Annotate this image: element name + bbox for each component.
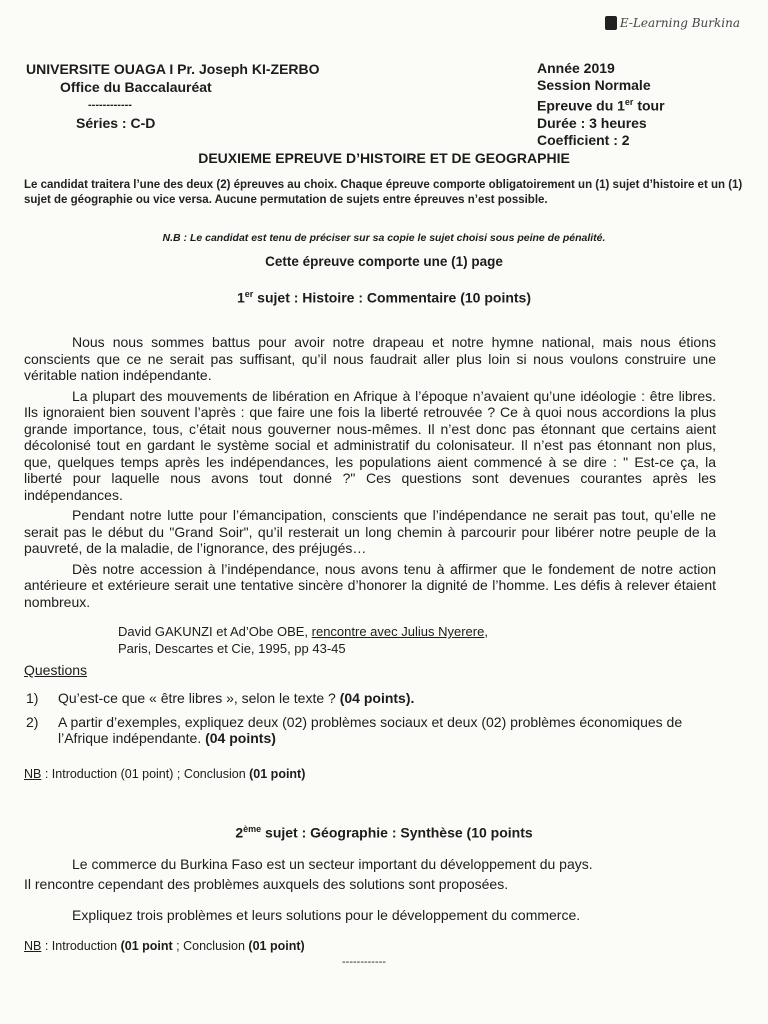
- subject2-heading: 2ème sujet : Géographie : Synthèse (10 points: [235, 824, 533, 841]
- university-name: UNIVERSITE OUAGA I Pr. Joseph KI-ZERBO: [26, 61, 320, 77]
- question-number: 2): [26, 714, 39, 730]
- series-label: Séries : C-D: [76, 115, 156, 131]
- question-points: (04 points): [205, 730, 276, 746]
- end-separator: ------------: [342, 956, 386, 968]
- question-text: Qu’est-ce que « être libres », selon le texte ? (04 points).: [58, 690, 415, 706]
- subject1-text: [24, 334, 716, 614]
- header-left: [26, 60, 320, 132]
- subject1-nb: NB : Introduction (01 point) ; Conclusion (01 point): [24, 767, 306, 781]
- question-number: 1): [26, 690, 39, 706]
- citation: [118, 623, 488, 657]
- subject1-paragraph: Dès notre accession à l’indépendance, nous avons tenu à affirmer que le fondement de notre action antérieure et extérieure serait une tentative sincère d’honorer la dignité de l’homme. Les défis à relever étaient nombreux.: [24, 560, 716, 610]
- subject2-instruction: Expliquez trois problèmes et leurs solutions pour le développement du commerce.: [72, 907, 581, 923]
- exam-title: DEUXIEME EPREUVE D’HISTOIRE ET DE GEOGRAPHIE: [198, 150, 570, 166]
- header-right: [537, 60, 665, 149]
- subject2-paragraph: Le commerce du Burkina Faso est un secteur important du développement du pays.: [72, 856, 593, 872]
- questions-list: [24, 690, 724, 754]
- nb-notice: N.B : Le candidat est tenu de préciser sur sa copie le sujet choisi sous peine de pénalité.: [162, 232, 606, 244]
- citation-work: rencontre avec Julius Nyerere: [311, 624, 485, 639]
- subject2-nb: NB : Introduction (01 point ; Conclusion (01 point): [24, 939, 305, 953]
- subject1-paragraph: Pendant notre lutte pour l’émancipation, conscients que l’indépendance ne serait pas tout, qu’elle ne serait pas le début du "Grand Soir", qu’il resterait un long chemin à parcourir pour libérer notre peuple de la pauvreté, de la maladie, de l’ignorance, des préjugés…: [24, 507, 716, 556]
- citation-authors: David GAKUNZI et Ad’Obe OBE, rencontre avec Julius Nyerere,: [118, 624, 488, 639]
- subject1-paragraph: La plupart des mouvements de libération en Afrique à l’époque n’avaient qu’une idéologie : être libres. Ils ignoraient bien souvent l’après : que faire une fois la liberté retrouvée ? Ce à quoi nous accordions la plus grande importance, tous, c’était nous gouverner nous-mêmes. Il n’est donc pas étonnant que certains aient décolonisé tout en gardant le système social et administratif du colonisateur. Il n’est pas étonnant non plus, que, quelques temps après les indépendances, les populations aient commencé à se dire : " Est-ce ça, la liberté pour laquelle nous avons tout donné ?" Ces questions sont devenues courantes après les indépendances.: [24, 387, 716, 503]
- exam-year: Année 2019: [537, 60, 615, 76]
- exam-round: Epreuve du 1er tour: [537, 97, 665, 114]
- subject1-paragraph: Nous nous sommes battus pour avoir notre drapeau et notre hymne national, mais nous étions conscients que ce ne serait pas suffisant, qu’il nous faudrait aller plus loin si nous voulons construire une véritable nation indépendante.: [24, 334, 716, 383]
- brand-watermark: [605, 16, 740, 30]
- question-points: (04 points).: [339, 690, 415, 706]
- exam-duration: Durée : 3 heures: [537, 114, 647, 131]
- subject1-heading: 1er sujet : Histoire : Commentaire (10 points): [236, 289, 532, 306]
- elearning-logo-icon: [605, 16, 617, 30]
- office-name: Office du Baccalauréat: [60, 79, 212, 95]
- header-separator: ------------: [88, 99, 132, 111]
- citation-publisher: Paris, Descartes et Cie, 1995, pp 43-45: [118, 641, 346, 656]
- page-count: Cette épreuve comporte une (1) page: [265, 254, 503, 269]
- subject2-paragraph: Il rencontre cependant des problèmes auxquels des solutions sont proposées.: [24, 876, 509, 892]
- instructions: Le candidat traitera l’une des deux (2) épreuves au choix. Chaque épreuve comporte obligatoirement un (1) sujet d’histoire et un (1) sujet de géographie ou vice versa. Aucune permutation de sujets entre épreuves n’est possible.: [24, 179, 743, 206]
- brand-name: E-Learning Burkina: [619, 16, 740, 30]
- questions-heading: Questions: [24, 662, 88, 678]
- question-item: [24, 714, 724, 746]
- exam-coefficient: Coefficient : 2: [537, 131, 630, 148]
- question-item: [24, 690, 724, 706]
- question-text: A partir d’exemples, expliquez deux (02) problèmes sociaux et deux (02) problèmes économiques de l’Afrique indépendante. (04 points): [58, 714, 683, 746]
- exam-session: Session Normale: [537, 77, 651, 93]
